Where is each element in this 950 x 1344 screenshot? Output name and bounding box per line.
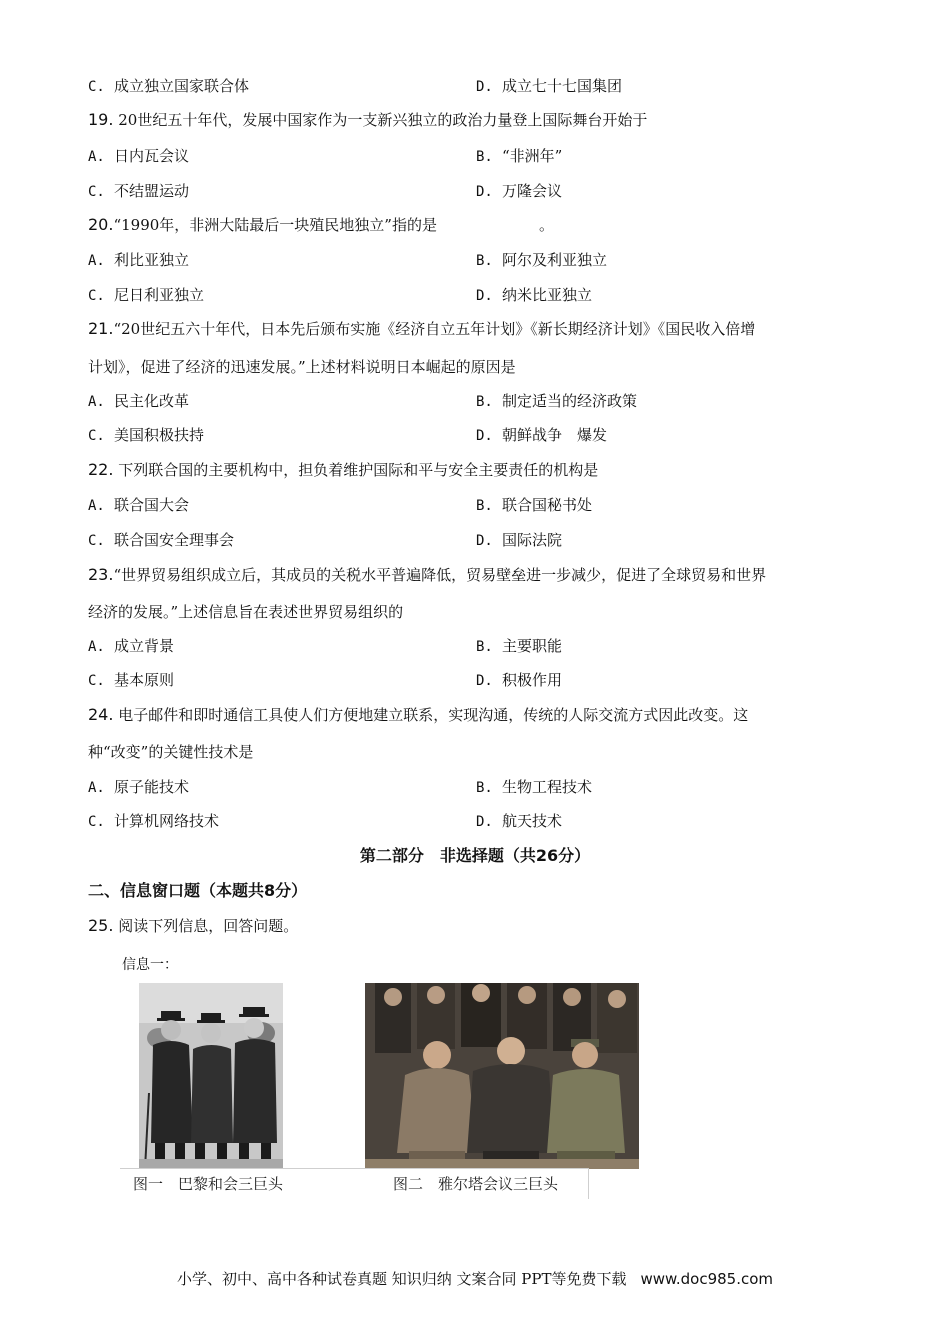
q19-option-d: D. 万隆会议 bbox=[476, 182, 563, 200]
q20-option-d: D. 纳米比亚独立 bbox=[476, 286, 593, 304]
footer-url[interactable]: www.doc985.com bbox=[640, 1270, 774, 1288]
q22-option-d: D. 国际法院 bbox=[476, 531, 563, 549]
q23-option-d: D. 积极作用 bbox=[476, 671, 563, 689]
page-footer bbox=[0, 1269, 950, 1289]
q18-option-c: C. 成立独立国家联合体 bbox=[88, 77, 250, 95]
paris-peace-conference-photo bbox=[139, 983, 283, 1169]
q20-stem: 20.“1990年，非洲大陆最后一块殖民地独立”指的是 。 bbox=[88, 215, 554, 234]
q24-option-a: A. 原子能技术 bbox=[88, 778, 190, 796]
q23-stem-line2: 经济的发展。”上述信息旨在表述世界贸易组织的 bbox=[88, 603, 404, 621]
q25-stem: 25. 阅读下列信息，回答问题。 bbox=[88, 916, 299, 935]
figure2-caption: 图二 雅尔塔会议三巨头 bbox=[393, 1175, 559, 1193]
q21-stem-line2: 计划》，促进了经济的迅速发展。”上述材料说明日本崛起的原因是 bbox=[88, 358, 516, 376]
q24-stem-line2: 种“改变”的关键性技术是 bbox=[88, 743, 254, 761]
q21-stem-line1: 21.“20世纪五六十年代，日本先后颁布实施《经济自立五年计划》《新长期经济计划》《国民收入倍增 bbox=[88, 319, 756, 338]
q23-option-c: C. 基本原则 bbox=[88, 671, 175, 689]
q22-option-c: C. 联合国安全理事会 bbox=[88, 531, 235, 549]
footer-text: 小学、初中、高中各种试卷真题 知识归纳 文案合同 PPT等免费下载 bbox=[176, 1270, 627, 1288]
q24-option-c: C. 计算机网络技术 bbox=[88, 812, 220, 830]
q19-option-a: A. 日内瓦会议 bbox=[88, 147, 190, 165]
q21-option-c: C. 美国积极扶持 bbox=[88, 426, 205, 444]
q23-stem-line1: 23.“世界贸易组织成立后，其成员的关税水平普遍降低，贸易壁垒进一步减少，促进了全球贸易和世界 bbox=[88, 565, 767, 584]
q24-option-b: B. 生物工程技术 bbox=[476, 778, 593, 796]
q23-option-a: A. 成立背景 bbox=[88, 637, 175, 655]
q20-option-a: A. 利比亚独立 bbox=[88, 251, 190, 269]
q22-option-b: B. 联合国秘书处 bbox=[476, 496, 593, 514]
q24-option-d: D. 航天技术 bbox=[476, 812, 563, 830]
q20-option-c: C. 尼日利亚独立 bbox=[88, 286, 205, 304]
yalta-conference-photo bbox=[365, 983, 639, 1169]
section2-title: 二、信息窗口题（本题共8分） bbox=[88, 881, 308, 900]
info-one-label: 信息一： bbox=[122, 957, 178, 973]
q19-option-b: B. “非洲年” bbox=[476, 147, 563, 165]
yalta-conference-figures bbox=[365, 983, 639, 1169]
paris-peace-conference-figures bbox=[139, 983, 283, 1169]
q23-option-b: B. 主要职能 bbox=[476, 637, 563, 655]
q18-option-d: D. 成立七十七国集团 bbox=[476, 77, 623, 95]
q22-stem: 22. 下列联合国的主要机构中，担负着维护国际和平与安全主要责任的机构是 bbox=[88, 460, 599, 479]
q21-option-d: D. 朝鲜战争 爆发 bbox=[476, 426, 608, 444]
part2-title: 第二部分 非选择题（共26分） bbox=[359, 846, 591, 865]
q21-option-b: B. 制定适当的经济政策 bbox=[476, 392, 638, 410]
q19-option-c: C. 不结盟运动 bbox=[88, 182, 190, 200]
figure1-caption: 图一 巴黎和会三巨头 bbox=[133, 1175, 284, 1193]
q24-stem-line1: 24. 电子邮件和即时通信工具使人们方便地建立联系，实现沟通，传统的人际交流方式因此改变。这 bbox=[88, 705, 749, 724]
q21-option-a: A. 民主化改革 bbox=[88, 392, 190, 410]
q20-option-b: B. 阿尔及利亚独立 bbox=[476, 251, 608, 269]
q22-option-a: A. 联合国大会 bbox=[88, 496, 190, 514]
q19-stem: 19. 20世纪五十年代，发展中国家作为一支新兴独立的政治力量登上国际舞台开始于 bbox=[88, 110, 648, 129]
